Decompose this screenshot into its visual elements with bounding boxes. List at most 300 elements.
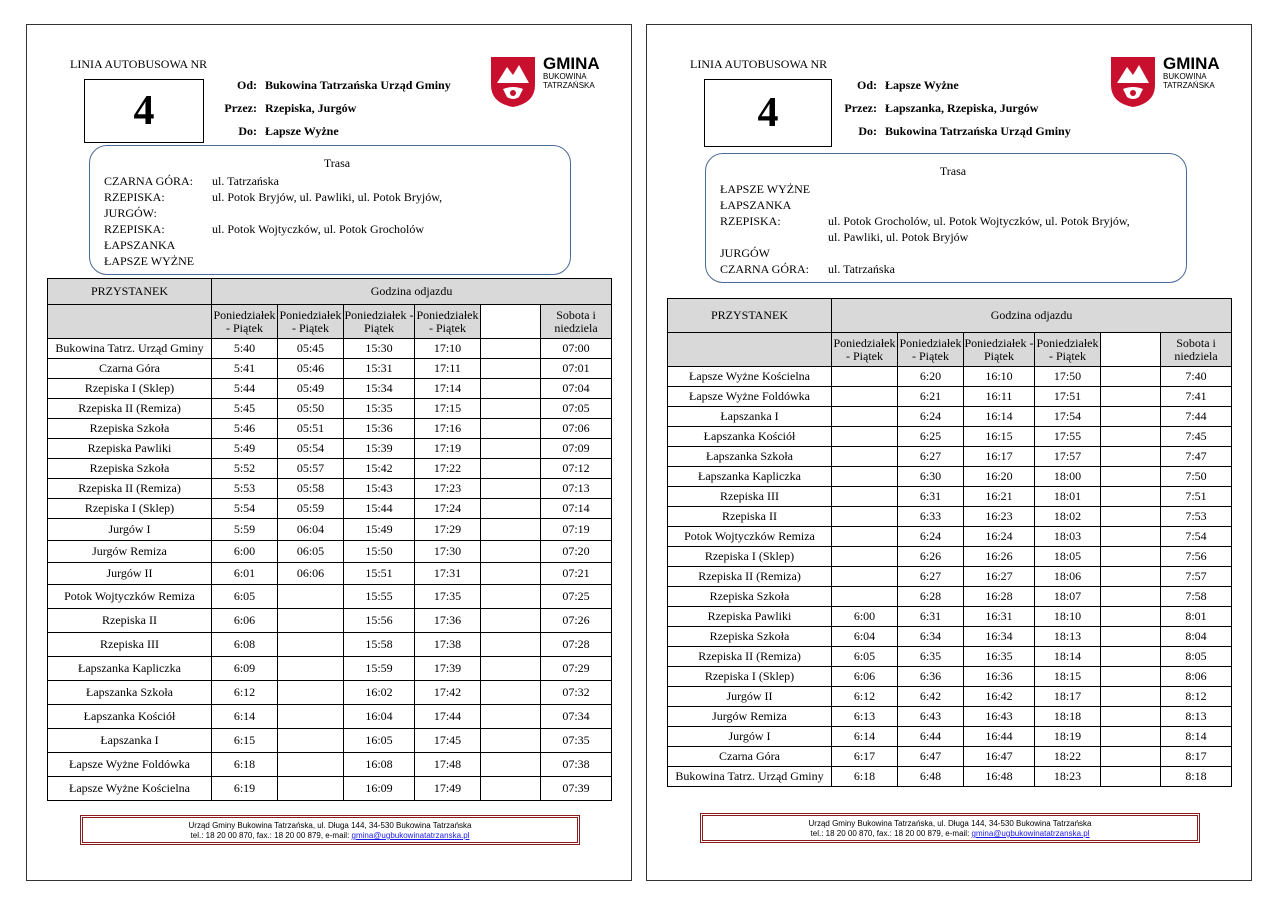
stop-name: Rzepiska I (Sklep) bbox=[668, 667, 832, 687]
departure-time: 16:24 bbox=[964, 527, 1035, 547]
coat-of-arms-icon bbox=[489, 55, 537, 109]
departure-time: 07:00 bbox=[541, 339, 612, 359]
stop-name: Rzepiska II (Remiza) bbox=[48, 399, 212, 419]
table-row bbox=[668, 387, 1232, 407]
table-row bbox=[668, 687, 1232, 707]
stop-name: Jurgów II bbox=[48, 563, 212, 585]
departure-time bbox=[1101, 627, 1161, 647]
departure-time: 07:38 bbox=[541, 753, 612, 777]
departure-time: 16:34 bbox=[964, 627, 1035, 647]
departure-time bbox=[832, 467, 898, 487]
departure-time: 6:31 bbox=[898, 487, 964, 507]
departure-time bbox=[278, 609, 344, 633]
przez-label: Przez: bbox=[224, 101, 257, 115]
departure-time: 15:30 bbox=[344, 339, 415, 359]
departure-time bbox=[278, 753, 344, 777]
stop-name: Bukowina Tatrz. Urząd Gminy bbox=[668, 767, 832, 787]
table-row bbox=[668, 727, 1232, 747]
departure-time: 7:45 bbox=[1161, 427, 1232, 447]
route-list bbox=[104, 173, 570, 269]
departure-time bbox=[1101, 607, 1161, 627]
departure-time: 6:31 bbox=[898, 607, 964, 627]
departure-time: 17:42 bbox=[415, 681, 481, 705]
table-row bbox=[668, 567, 1232, 587]
departure-time bbox=[832, 507, 898, 527]
departure-time: 16:17 bbox=[964, 447, 1035, 467]
departure-time: 07:35 bbox=[541, 729, 612, 753]
departure-time: 17:50 bbox=[1035, 367, 1101, 387]
stop-name: Rzepiska II (Remiza) bbox=[48, 479, 212, 499]
departure-time: 15:34 bbox=[344, 379, 415, 399]
route-title: Trasa bbox=[939, 164, 967, 178]
departure-time: 05:54 bbox=[278, 439, 344, 459]
departure-time: 7:40 bbox=[1161, 367, 1232, 387]
departure-time: 07:29 bbox=[541, 657, 612, 681]
table-row bbox=[668, 407, 1232, 427]
departure-time: 6:42 bbox=[898, 687, 964, 707]
departure-time: 17:10 bbox=[415, 339, 481, 359]
do-value: Łapsze Wyżne bbox=[265, 124, 339, 138]
departure-time: 17:23 bbox=[415, 479, 481, 499]
route-locality: JURGÓW bbox=[720, 246, 770, 260]
route-row bbox=[104, 205, 570, 221]
departure-time: 05:46 bbox=[278, 359, 344, 379]
stop-name: Łapszanka I bbox=[48, 729, 212, 753]
table-row bbox=[668, 607, 1232, 627]
stop-header-blank bbox=[48, 305, 212, 339]
table-row bbox=[48, 519, 612, 541]
stop-name: Jurgów Remiza bbox=[668, 707, 832, 727]
departure-time bbox=[481, 541, 541, 563]
logo-name: GMINA bbox=[543, 54, 600, 73]
departure-time: 6:12 bbox=[212, 681, 278, 705]
table-row bbox=[48, 563, 612, 585]
route-row bbox=[104, 253, 570, 269]
departure-time: 18:17 bbox=[1035, 687, 1101, 707]
departure-time: 6:14 bbox=[832, 727, 898, 747]
table-row bbox=[668, 767, 1232, 787]
departure-time: 16:48 bbox=[964, 767, 1035, 787]
departure-time: 6:24 bbox=[898, 527, 964, 547]
coat-of-arms-icon bbox=[1109, 55, 1157, 109]
departure-time bbox=[1101, 547, 1161, 567]
departure-time: 15:56 bbox=[344, 609, 415, 633]
day-column-header: Sobota i niedziela bbox=[541, 305, 612, 339]
route-locality bbox=[720, 229, 828, 245]
departure-time: 07:04 bbox=[541, 379, 612, 399]
table-row bbox=[668, 527, 1232, 547]
table-row bbox=[48, 585, 612, 609]
route-row bbox=[104, 189, 570, 205]
departure-time: 16:14 bbox=[964, 407, 1035, 427]
departure-time bbox=[832, 567, 898, 587]
departure-time: 5:59 bbox=[212, 519, 278, 541]
departure-time: 6:18 bbox=[832, 767, 898, 787]
departure-time bbox=[1101, 367, 1161, 387]
table-row bbox=[668, 647, 1232, 667]
departure-time: 6:33 bbox=[898, 507, 964, 527]
table-row bbox=[668, 447, 1232, 467]
od-label: Od: bbox=[236, 78, 257, 92]
departure-time bbox=[481, 499, 541, 519]
time-header: Godzina odjazdu bbox=[212, 279, 612, 305]
departure-time bbox=[481, 379, 541, 399]
departure-time: 15:55 bbox=[344, 585, 415, 609]
departure-time: 6:09 bbox=[212, 657, 278, 681]
route-streets: ul. Potok Grocholów, ul. Potok Wojtyczków, ul. Potok Bryjów, bbox=[828, 214, 1130, 228]
departure-time: 05:49 bbox=[278, 379, 344, 399]
table-row bbox=[48, 609, 612, 633]
departure-time: 17:44 bbox=[415, 705, 481, 729]
departure-time bbox=[278, 681, 344, 705]
departure-time bbox=[832, 587, 898, 607]
table-row bbox=[48, 633, 612, 657]
stop-name: Łapszanka Kościół bbox=[668, 427, 832, 447]
departure-time: 6:08 bbox=[212, 633, 278, 657]
day-column-header: Poniedziałek - Piątek bbox=[415, 305, 481, 339]
departure-time: 18:19 bbox=[1035, 727, 1101, 747]
departure-time bbox=[481, 479, 541, 499]
day-column-header: Poniedziałek - Piątek bbox=[832, 333, 898, 367]
departure-time bbox=[481, 729, 541, 753]
table-row bbox=[48, 681, 612, 705]
table-row bbox=[668, 467, 1232, 487]
stop-name: Jurgów I bbox=[668, 727, 832, 747]
departure-time: 6:12 bbox=[832, 687, 898, 707]
departure-time: 17:14 bbox=[415, 379, 481, 399]
departure-time: 07:19 bbox=[541, 519, 612, 541]
route-locality: CZARNA GÓRA: bbox=[720, 262, 810, 276]
departure-time: 07:25 bbox=[541, 585, 612, 609]
departure-time: 05:51 bbox=[278, 419, 344, 439]
departure-time: 15:59 bbox=[344, 657, 415, 681]
stop-name: Rzepiska II bbox=[48, 609, 212, 633]
departure-time: 6:13 bbox=[832, 707, 898, 727]
departure-time: 5:40 bbox=[212, 339, 278, 359]
table-row bbox=[668, 507, 1232, 527]
route-locality: RZEPISKA: bbox=[104, 222, 165, 236]
table-row bbox=[668, 487, 1232, 507]
route-row bbox=[104, 237, 570, 253]
footer-email-link[interactable]: gmina@ugbukowinatatrzanska.pl bbox=[351, 831, 470, 840]
table-row bbox=[668, 747, 1232, 767]
route-title: Trasa bbox=[323, 156, 351, 170]
departure-time bbox=[481, 777, 541, 801]
time-header: Godzina odjazdu bbox=[832, 299, 1232, 333]
departure-time bbox=[832, 447, 898, 467]
gmina-logo bbox=[1109, 55, 1220, 109]
departure-time: 16:11 bbox=[964, 387, 1035, 407]
departure-time: 8:17 bbox=[1161, 747, 1232, 767]
departure-time bbox=[1101, 707, 1161, 727]
route-row bbox=[720, 213, 1186, 229]
departure-time bbox=[481, 359, 541, 379]
route-streets: ul. Pawliki, ul. Potok Bryjów bbox=[828, 230, 969, 244]
departure-time bbox=[1101, 487, 1161, 507]
departure-time: 5:53 bbox=[212, 479, 278, 499]
table-row bbox=[48, 379, 612, 399]
departure-time: 18:23 bbox=[1035, 767, 1101, 787]
stop-name: Łapsze Wyżne Foldówka bbox=[668, 387, 832, 407]
route-row bbox=[720, 245, 1186, 261]
departure-time: 07:05 bbox=[541, 399, 612, 419]
stop-name: Rzepiska Szkoła bbox=[48, 419, 212, 439]
departure-time: 6:43 bbox=[898, 707, 964, 727]
timetable-page-1 bbox=[26, 24, 632, 881]
stop-name: Łapszanka Szkoła bbox=[48, 681, 212, 705]
departure-time bbox=[832, 527, 898, 547]
departure-time bbox=[481, 459, 541, 479]
departure-time: 17:29 bbox=[415, 519, 481, 541]
departure-time: 05:59 bbox=[278, 499, 344, 519]
stop-name: Czarna Góra bbox=[668, 747, 832, 767]
departure-time: 15:58 bbox=[344, 633, 415, 657]
departure-time: 6:06 bbox=[212, 609, 278, 633]
day-column-header bbox=[1101, 333, 1161, 367]
departure-time: 18:10 bbox=[1035, 607, 1101, 627]
table-row bbox=[48, 399, 612, 419]
departure-time: 8:05 bbox=[1161, 647, 1232, 667]
stop-name: Rzepiska II (Remiza) bbox=[668, 567, 832, 587]
stop-name: Rzepiska Pawliki bbox=[48, 439, 212, 459]
table-row bbox=[668, 627, 1232, 647]
table-row bbox=[48, 705, 612, 729]
departure-time: 16:27 bbox=[964, 567, 1035, 587]
logo-sub1: BUKOWINA bbox=[1163, 72, 1207, 81]
departure-time: 7:58 bbox=[1161, 587, 1232, 607]
departure-time: 17:16 bbox=[415, 419, 481, 439]
departure-time: 5:46 bbox=[212, 419, 278, 439]
departure-time: 17:38 bbox=[415, 633, 481, 657]
departure-time: 6:04 bbox=[832, 627, 898, 647]
stop-header: PRZYSTANEK bbox=[668, 299, 832, 333]
departure-time: 6:19 bbox=[212, 777, 278, 801]
departure-time: 16:10 bbox=[964, 367, 1035, 387]
stop-name: Potok Wojtyczków Remiza bbox=[668, 527, 832, 547]
table-row bbox=[668, 367, 1232, 387]
stop-name: Jurgów I bbox=[48, 519, 212, 541]
departure-time: 07:32 bbox=[541, 681, 612, 705]
stop-name: Łapsze Wyżne Foldówka bbox=[48, 753, 212, 777]
departure-time: 6:15 bbox=[212, 729, 278, 753]
departure-time: 6:18 bbox=[212, 753, 278, 777]
departure-time bbox=[278, 633, 344, 657]
departure-time: 6:00 bbox=[212, 541, 278, 563]
departure-time: 17:24 bbox=[415, 499, 481, 519]
departure-time: 18:06 bbox=[1035, 567, 1101, 587]
departure-time: 07:13 bbox=[541, 479, 612, 499]
od-label: Od: bbox=[856, 78, 877, 92]
stop-name: Rzepiska Szkoła bbox=[668, 587, 832, 607]
departure-time: 18:01 bbox=[1035, 487, 1101, 507]
departure-time: 5:41 bbox=[212, 359, 278, 379]
departure-time: 07:12 bbox=[541, 459, 612, 479]
gmina-logo bbox=[489, 55, 600, 109]
line-number: 4 bbox=[84, 79, 204, 143]
departure-time: 07:39 bbox=[541, 777, 612, 801]
footer-email-link[interactable]: gmina@ugbukowinatatrzanska.pl bbox=[971, 829, 1090, 838]
departure-time: 17:51 bbox=[1035, 387, 1101, 407]
departure-time: 18:00 bbox=[1035, 467, 1101, 487]
departure-time bbox=[481, 609, 541, 633]
departure-time bbox=[481, 705, 541, 729]
departure-time: 6:44 bbox=[898, 727, 964, 747]
stop-name: Łapszanka Kapliczka bbox=[668, 467, 832, 487]
table-row bbox=[668, 707, 1232, 727]
przez-value: Rzepiska, Jurgów bbox=[265, 101, 357, 115]
departure-time bbox=[481, 399, 541, 419]
table-row bbox=[48, 777, 612, 801]
departure-time: 6:00 bbox=[832, 607, 898, 627]
departure-time: 07:01 bbox=[541, 359, 612, 379]
departure-time: 6:47 bbox=[898, 747, 964, 767]
departure-time bbox=[1101, 647, 1161, 667]
departure-time: 18:18 bbox=[1035, 707, 1101, 727]
route-row bbox=[720, 197, 1186, 213]
route-locality: ŁAPSZANKA bbox=[720, 198, 792, 212]
route-locality: ŁAPSZE WYŻNE bbox=[104, 254, 195, 268]
table-row bbox=[668, 587, 1232, 607]
departure-time: 15:42 bbox=[344, 459, 415, 479]
departure-time: 05:58 bbox=[278, 479, 344, 499]
departure-time: 16:28 bbox=[964, 587, 1035, 607]
departure-time: 6:27 bbox=[898, 447, 964, 467]
route-locality: JURGÓW: bbox=[104, 206, 157, 220]
departure-time: 6:05 bbox=[212, 585, 278, 609]
day-column-header: Poniedziałek - Piątek bbox=[212, 305, 278, 339]
stop-name: Rzepiska I (Sklep) bbox=[668, 547, 832, 567]
departure-time bbox=[1101, 427, 1161, 447]
route-header bbox=[205, 78, 451, 139]
departure-time: 07:14 bbox=[541, 499, 612, 519]
table-row bbox=[48, 499, 612, 519]
route-row bbox=[720, 181, 1186, 197]
departure-time bbox=[481, 585, 541, 609]
departure-time: 16:43 bbox=[964, 707, 1035, 727]
departure-time: 17:11 bbox=[415, 359, 481, 379]
departure-time bbox=[481, 339, 541, 359]
departure-time: 15:36 bbox=[344, 419, 415, 439]
od-value: Łapsze Wyżne bbox=[885, 78, 959, 92]
departure-time: 7:57 bbox=[1161, 567, 1232, 587]
stop-name: Rzepiska Pawliki bbox=[668, 607, 832, 627]
departure-time: 6:17 bbox=[832, 747, 898, 767]
departure-time: 6:25 bbox=[898, 427, 964, 447]
route-row bbox=[720, 229, 1186, 245]
departure-time: 15:31 bbox=[344, 359, 415, 379]
departure-time: 18:05 bbox=[1035, 547, 1101, 567]
departure-time: 8:06 bbox=[1161, 667, 1232, 687]
departure-time: 07:09 bbox=[541, 439, 612, 459]
departure-time: 16:05 bbox=[344, 729, 415, 753]
stop-name: Potok Wojtyczków Remiza bbox=[48, 585, 212, 609]
departure-time bbox=[832, 427, 898, 447]
route-box bbox=[89, 145, 571, 275]
departure-time: 17:49 bbox=[415, 777, 481, 801]
table-row bbox=[48, 479, 612, 499]
departure-time: 17:31 bbox=[415, 563, 481, 585]
departure-time: 6:30 bbox=[898, 467, 964, 487]
departure-time: 07:26 bbox=[541, 609, 612, 633]
departure-time: 6:14 bbox=[212, 705, 278, 729]
stop-name: Rzepiska Szkoła bbox=[668, 627, 832, 647]
route-row bbox=[104, 221, 570, 237]
departure-time: 05:57 bbox=[278, 459, 344, 479]
stop-name: Rzepiska II (Remiza) bbox=[668, 647, 832, 667]
departure-time: 16:02 bbox=[344, 681, 415, 705]
stop-name: Jurgów II bbox=[668, 687, 832, 707]
departure-time bbox=[481, 563, 541, 585]
departure-time bbox=[481, 657, 541, 681]
departure-time: 17:45 bbox=[415, 729, 481, 753]
departure-time: 17:22 bbox=[415, 459, 481, 479]
departure-time: 16:36 bbox=[964, 667, 1035, 687]
departure-time bbox=[481, 419, 541, 439]
departure-time: 6:20 bbox=[898, 367, 964, 387]
do-label: Do: bbox=[238, 124, 257, 138]
departure-time: 15:49 bbox=[344, 519, 415, 541]
departure-time bbox=[832, 407, 898, 427]
footer-contact bbox=[80, 815, 580, 845]
departure-time: 16:47 bbox=[964, 747, 1035, 767]
departure-time: 07:21 bbox=[541, 563, 612, 585]
departure-time bbox=[1101, 727, 1161, 747]
departure-time: 7:44 bbox=[1161, 407, 1232, 427]
linia-label: LINIA AUTOBUSOWA NR bbox=[70, 57, 208, 71]
timetable-page-2 bbox=[646, 24, 1252, 881]
departure-time: 18:03 bbox=[1035, 527, 1101, 547]
logo-sub2: TATRZAŃSKA bbox=[1163, 81, 1215, 90]
stop-name: Rzepiska II bbox=[668, 507, 832, 527]
przez-label: Przez: bbox=[844, 101, 877, 115]
departure-time: 5:52 bbox=[212, 459, 278, 479]
departure-time bbox=[481, 753, 541, 777]
departure-time: 6:35 bbox=[898, 647, 964, 667]
route-header bbox=[825, 78, 1071, 139]
stop-name: Łapszanka I bbox=[668, 407, 832, 427]
route-list bbox=[720, 181, 1186, 277]
table-row bbox=[48, 459, 612, 479]
departure-time: 7:51 bbox=[1161, 487, 1232, 507]
linia-label: LINIA AUTOBUSOWA NR bbox=[690, 57, 828, 71]
table-row bbox=[48, 419, 612, 439]
departure-time bbox=[1101, 407, 1161, 427]
departure-time: 6:06 bbox=[832, 667, 898, 687]
logo-sub2: TATRZAŃSKA bbox=[543, 81, 595, 90]
departure-time bbox=[278, 705, 344, 729]
stop-name: Łapsze Wyżne Kościelna bbox=[48, 777, 212, 801]
departure-time bbox=[832, 387, 898, 407]
stop-name: Czarna Góra bbox=[48, 359, 212, 379]
table-row bbox=[668, 427, 1232, 447]
departure-time: 8:14 bbox=[1161, 727, 1232, 747]
table-row bbox=[48, 729, 612, 753]
departure-time: 17:19 bbox=[415, 439, 481, 459]
departure-time bbox=[1101, 587, 1161, 607]
departure-time: 16:08 bbox=[344, 753, 415, 777]
departure-time: 07:34 bbox=[541, 705, 612, 729]
table-row bbox=[668, 667, 1232, 687]
departure-time: 17:48 bbox=[415, 753, 481, 777]
stop-name: Łapsze Wyżne Kościelna bbox=[668, 367, 832, 387]
departure-time: 16:44 bbox=[964, 727, 1035, 747]
stop-name: Jurgów Remiza bbox=[48, 541, 212, 563]
departure-time: 16:15 bbox=[964, 427, 1035, 447]
departure-time: 16:21 bbox=[964, 487, 1035, 507]
day-column-header: Sobota i niedziela bbox=[1161, 333, 1232, 367]
departure-time: 06:05 bbox=[278, 541, 344, 563]
departure-time: 6:28 bbox=[898, 587, 964, 607]
